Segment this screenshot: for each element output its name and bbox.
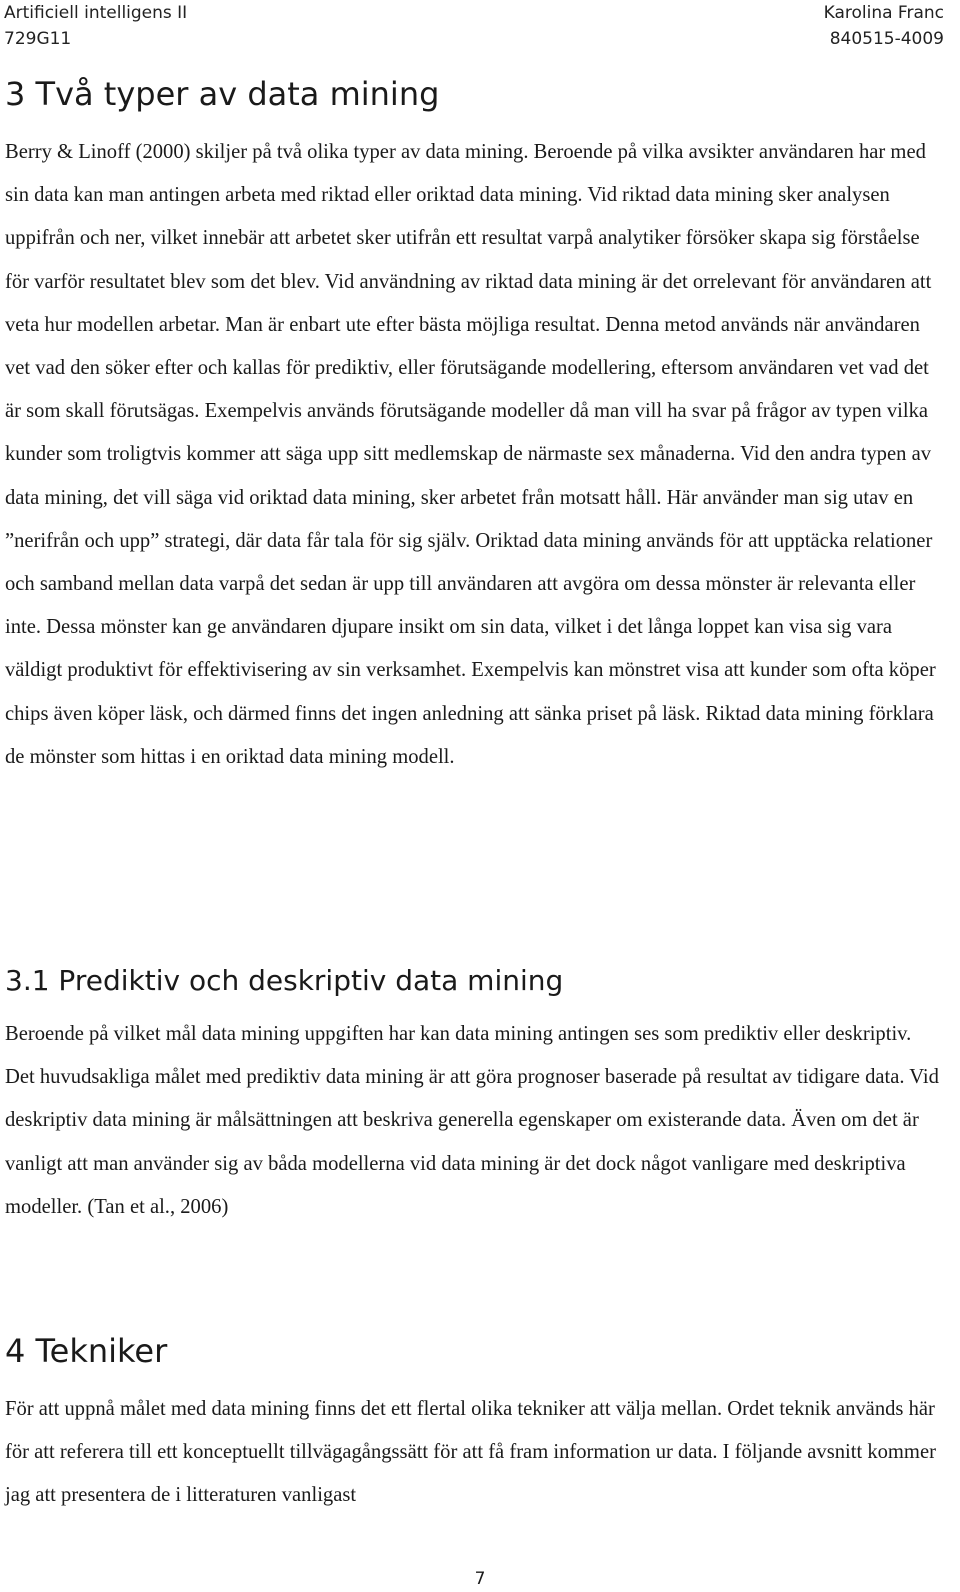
- section-3-1-paragraph: Beroende på vilket mål data mining uppgiften har kan data mining antingen ses som prediktiv eller deskriptiv. Det huvudsakliga målet med prediktiv data mining är att göra prognoser baserade på resultat av tidigare data. Vid deskriptiv data mining är målsättningen att beskriva generella egenskaper om existerande data. Även om det är vanligt att man använder sig av båda modellerna vid data mining är det dock något vanligare med deskriptiva modeller. (Tan et al., 2006): [5, 1023, 939, 1218]
- section-heading-4: 4 Tekniker: [5, 1332, 168, 1370]
- header-right: [824, 0, 944, 52]
- author-id: 840515-4009: [829, 29, 944, 49]
- section-4-paragraph: För att uppnå målet med data mining finns det ett flertal olika tekniker att välja mellan. Ordet teknik används här för att referera till ett konceptuellt tillvägagångssätt för att få fram information ur data. I följande avsnitt kommer jag att presentera de i litteraturen vanligast: [5, 1398, 936, 1507]
- course-name: Artificiell intelligens II: [4, 3, 188, 23]
- page-header: [4, 0, 944, 56]
- section-3-paragraph: Berry & Linoff (2000) skiljer på två olika typer av data mining. Beroende på vilka avsikter användaren har med sin data kan man antingen arbeta med riktad eller oriktad data mining. Vid riktad data mining sker analysen uppifrån och ner, vilket innebär att arbetet sker utifrån ett resultat varpå analytiker försöker skapa sig förståelse för varför resultatet blev som det blev. Vid användning av riktad data mining är det orrelevant för användaren att veta hur modellen arbetar. Man är enbart ute efter bästa möjliga resultat. Denna metod används när användaren vet vad den söker efter och kallas för prediktiv, eller förutsägande modellering, eftersom användaren vet vad det är som skall förutsägas. Exempelvis används förutsägande modeller då man vill ha svar på frågor av typen vilka kunder som troligtvis kommer att säga upp sitt medlemskap de närmaste sex månaderna. Vid den andra typen av data mining, det vill säga vid oriktad data mining, sker arbetet från motsatt håll. Här använder man sig utav en ”nerifrån och upp” strategi, där data får tala för sig själv. Oriktad data mining används för att upptäcka relationer och samband mellan data varpå det sedan är upp till användaren att avgöra om dessa mönster är relevanta eller inte. Dessa mönster kan ge användaren djupare insikt om sin data, vilket i det långa loppet kan visa sig vara väldigt produktivt för effektivisering av sin verksamhet. Exempelvis kan mönstret visa att kunder som ofta köper chips även köper läsk, och därmed finns det ingen anledning att sänka priset på läsk. Riktad data mining förklara de mönster som hittas i en oriktad data mining modell.: [5, 141, 936, 768]
- course-code: 729G11: [4, 29, 72, 49]
- header-left: [4, 0, 187, 52]
- author-name: Karolina Franc: [823, 3, 944, 23]
- page-number: 7: [474, 1569, 486, 1589]
- section-heading-3-1: 3.1 Prediktiv och deskriptiv data mining: [5, 964, 564, 997]
- section-heading-3: 3 Två typer av data mining: [5, 75, 440, 113]
